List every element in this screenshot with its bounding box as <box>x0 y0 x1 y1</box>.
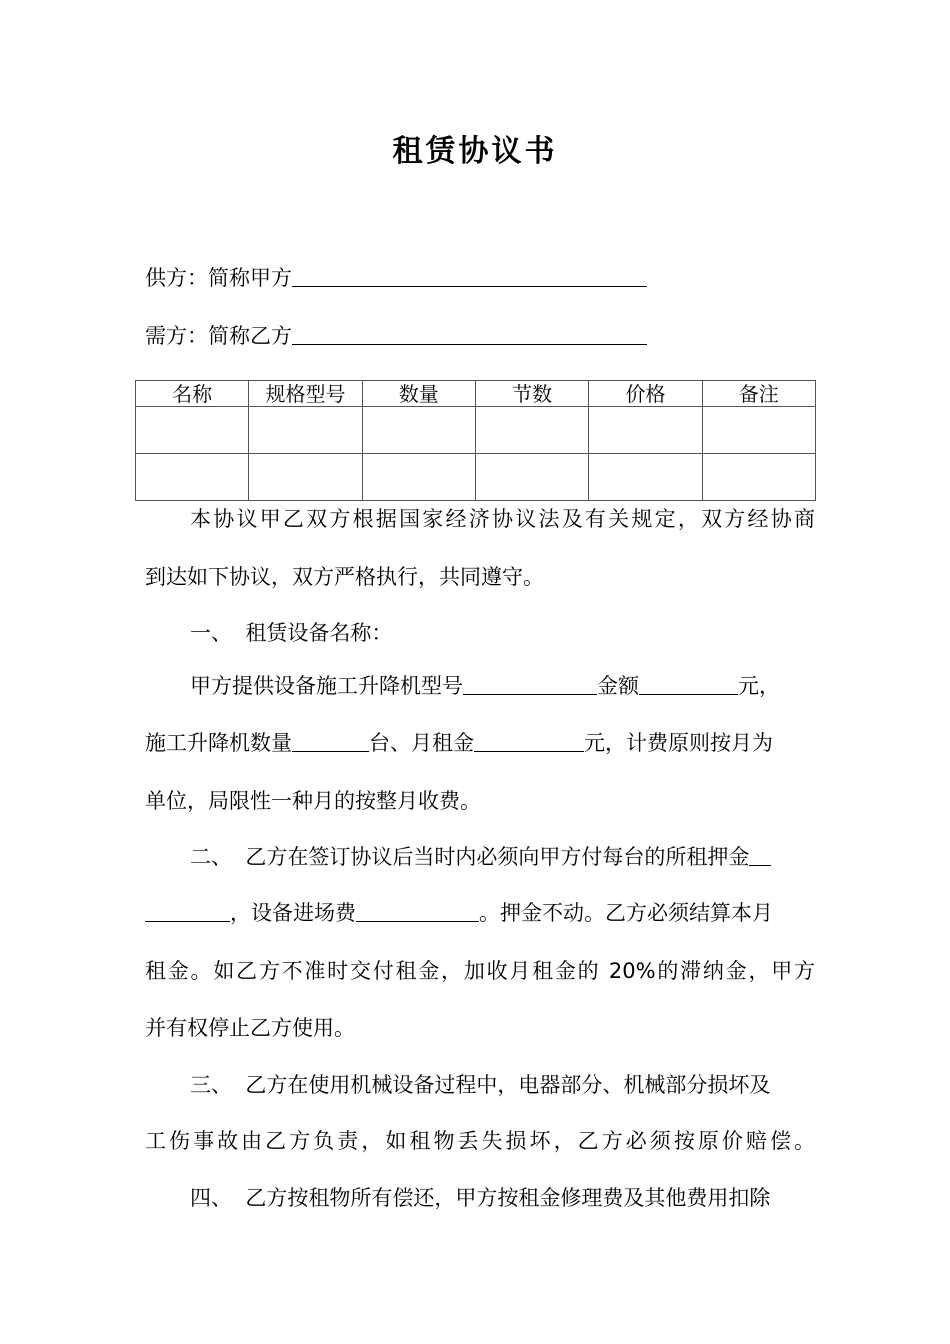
section-1-line-1 <box>190 672 815 700</box>
document-title: 租赁协议书 <box>392 134 558 169</box>
header-price: 价格 <box>589 381 702 407</box>
header-quantity: 数量 <box>362 381 475 407</box>
table-cell[interactable] <box>136 407 249 454</box>
section-1-heading: 一、 租赁设备名称： <box>190 621 393 645</box>
s1-billing-label: 元，计费原则按月为 <box>584 731 773 755</box>
demander-line <box>145 322 815 350</box>
table-cell[interactable] <box>475 407 588 454</box>
table-cell[interactable] <box>589 454 702 501</box>
table-cell[interactable] <box>475 454 588 501</box>
table-cell[interactable] <box>702 407 815 454</box>
intro-line-1: 本协议甲乙双方根据国家经济协议法及有关规定，双方经协商 <box>190 507 815 531</box>
table-cell[interactable] <box>702 454 815 501</box>
demander-blank[interactable] <box>292 324 647 345</box>
model-blank[interactable] <box>463 674 597 695</box>
table-cell[interactable] <box>362 407 475 454</box>
s1-rent-label: 台、月租金 <box>369 731 474 755</box>
header-sections: 节数 <box>475 381 588 407</box>
table-cell[interactable] <box>249 454 362 501</box>
section-2-line-3: 租金。如乙方不准时交付租金，加收月租金的 20%的滞纳金，甲方 <box>145 959 815 983</box>
section-1-line-3: 单位，局限性一种月的按整月收费。 <box>145 789 481 813</box>
s2-deposit-text: 。押金不动。乙方必须结算本月 <box>479 901 773 925</box>
section-3-line-1: 三、 乙方在使用机械设备过程中，电器部分、机械部分损坏及 <box>190 1073 771 1097</box>
s1-yuan-label: 元， <box>738 674 780 698</box>
table-cell[interactable] <box>249 407 362 454</box>
amount-blank[interactable] <box>639 674 738 695</box>
s1-model-label: 甲方提供设备施工升降机型号 <box>190 674 463 698</box>
section-1-line-2 <box>145 729 815 757</box>
section-2-line-4: 并有权停止乙方使用。 <box>145 1016 355 1040</box>
entry-fee-blank[interactable] <box>356 901 479 922</box>
header-name: 名称 <box>136 381 249 407</box>
header-remarks: 备注 <box>702 381 815 407</box>
section-2-line-1 <box>190 843 815 871</box>
header-spec-model: 规格型号 <box>249 381 362 407</box>
supplier-label: 供方：简称甲方 <box>145 266 292 290</box>
table-cell[interactable] <box>136 454 249 501</box>
quantity-blank[interactable] <box>292 731 369 752</box>
s2-text: 二、 乙方在签订协议后当时内必须向甲方付每台的所租押金 <box>190 845 750 869</box>
s1-quantity-label: 施工升降机数量 <box>145 731 292 755</box>
deposit-blank-start[interactable] <box>749 845 771 866</box>
section-4-line-1: 四、 乙方按租物所有偿还，甲方按租金修理费及其他费用扣除 <box>190 1186 771 1210</box>
section-3-line-2: 工伤事故由乙方负责，如租物丢失损坏，乙方必须按原价赔偿。 <box>145 1129 815 1153</box>
equipment-table <box>135 380 816 501</box>
table-header-row <box>136 381 816 407</box>
monthly-rent-blank[interactable] <box>474 731 584 752</box>
supplier-blank[interactable] <box>292 266 647 287</box>
demander-label: 需方：简称乙方 <box>145 324 292 348</box>
table-cell[interactable] <box>589 407 702 454</box>
s1-amount-label: 金额 <box>597 674 639 698</box>
table-row <box>136 407 816 454</box>
intro-line-2: 到达如下协议，双方严格执行，共同遵守。 <box>145 565 544 589</box>
supplier-line <box>145 264 815 292</box>
s2-entry-fee-label: ，设备进场费 <box>230 901 356 925</box>
deposit-blank[interactable] <box>145 901 230 922</box>
section-2-line-2 <box>145 899 815 927</box>
table-cell[interactable] <box>362 454 475 501</box>
table-row <box>136 454 816 501</box>
